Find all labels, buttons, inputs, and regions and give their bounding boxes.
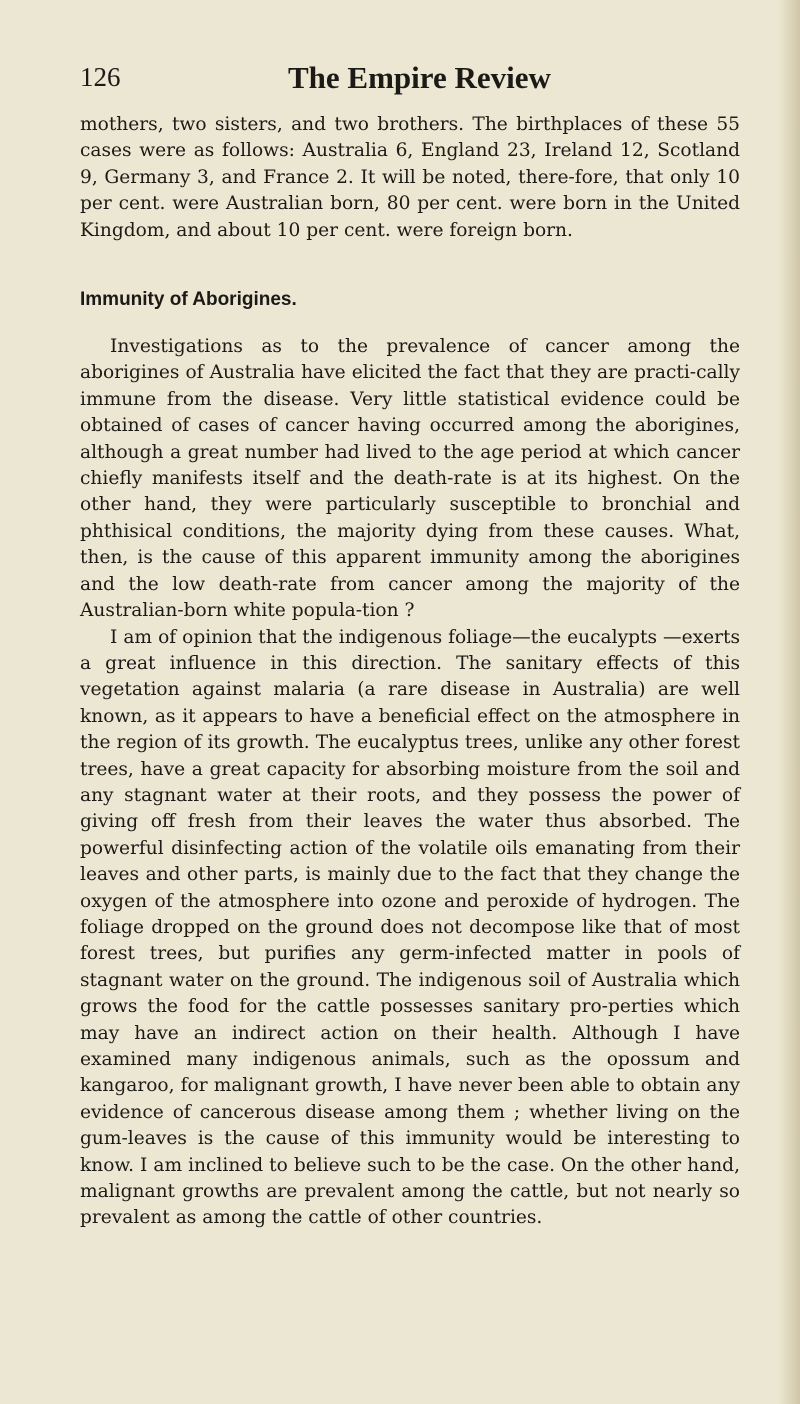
paragraph-birthplaces: mothers, two sisters, and two brothers. The birthplaces of these 55 cases were as follows: Australia 6, England 23, Ireland 12, Scotland 9, Germany 3, and France 2. It will be noted, there-fore, that only 10 per cent. were Australian born, 80 per cent. were born in the United Kingdom, and about 10 per cent. were foreign born.: [80, 114, 740, 241]
page-header: [80, 60, 740, 100]
page-edge-shadow: [778, 0, 800, 1404]
section-heading: Immunity of Aborigines.: [80, 289, 297, 311]
paragraph-eucalypts: I am of opinion that the indigenous foliage—the eucalypts —exerts a great influence in this direction. The sanitary effects of this vegetation against malaria (a rare disease in Australia) are well known, as it appears to have a beneficial effect on the atmosphere in the region of its growth. The eucalyptus trees, unlike any other forest trees, have a great capacity for absorbing moisture from the soil and any stagnant water at their roots, and they possess the power of giving off fresh from their leaves the water thus absorbed. The powerful disinfecting action of the volatile oils emanating from their leaves and other parts, is mainly due to the fact that they change the oxygen of the atmosphere into ozone and peroxide of hydrogen. The foliage dropped on the ground does not decompose like that of most forest trees, but purifies any germ-infected matter in pools of stagnant water on the ground. The indigenous soil of Australia which grows the food for the cattle possesses sanitary pro-perties which may have an indirect action on their health. Although I have examined many indigenous animals, such as the opossum and kangaroo, for malignant growth, I have never been able to obtain any evidence of cancerous disease among them ; whether living on the gum-leaves is the cause of this immunity would be interesting to know. I am inclined to believe such to be the case. On the other hand, malignant growths are prevalent among the cattle, but not nearly so prevalent as among the cattle of other countries.: [80, 626, 740, 1229]
running-title: The Empire Review: [288, 60, 551, 95]
paragraph-investigations: Investigations as to the prevalence of cancer among the aborigines of Australia have elicited the fact that they are practi-cally immune from the disease. Very little statistical evidence could be obtained of cases of cancer having occurred among the aborigines, although a great number had lived to the age period at which cancer chiefly manifests itself and the death-rate is at its highest. On the other hand, they were particularly susceptible to bronchial and phthisical conditions, the majority dying from these causes. What, then, is the cause of this apparent immunity among the aborigines and the low death-rate from cancer among the majority of the Australian-born white popula-tion ?: [80, 336, 740, 622]
article-body: [80, 112, 740, 1232]
page-number: 126: [80, 62, 121, 92]
